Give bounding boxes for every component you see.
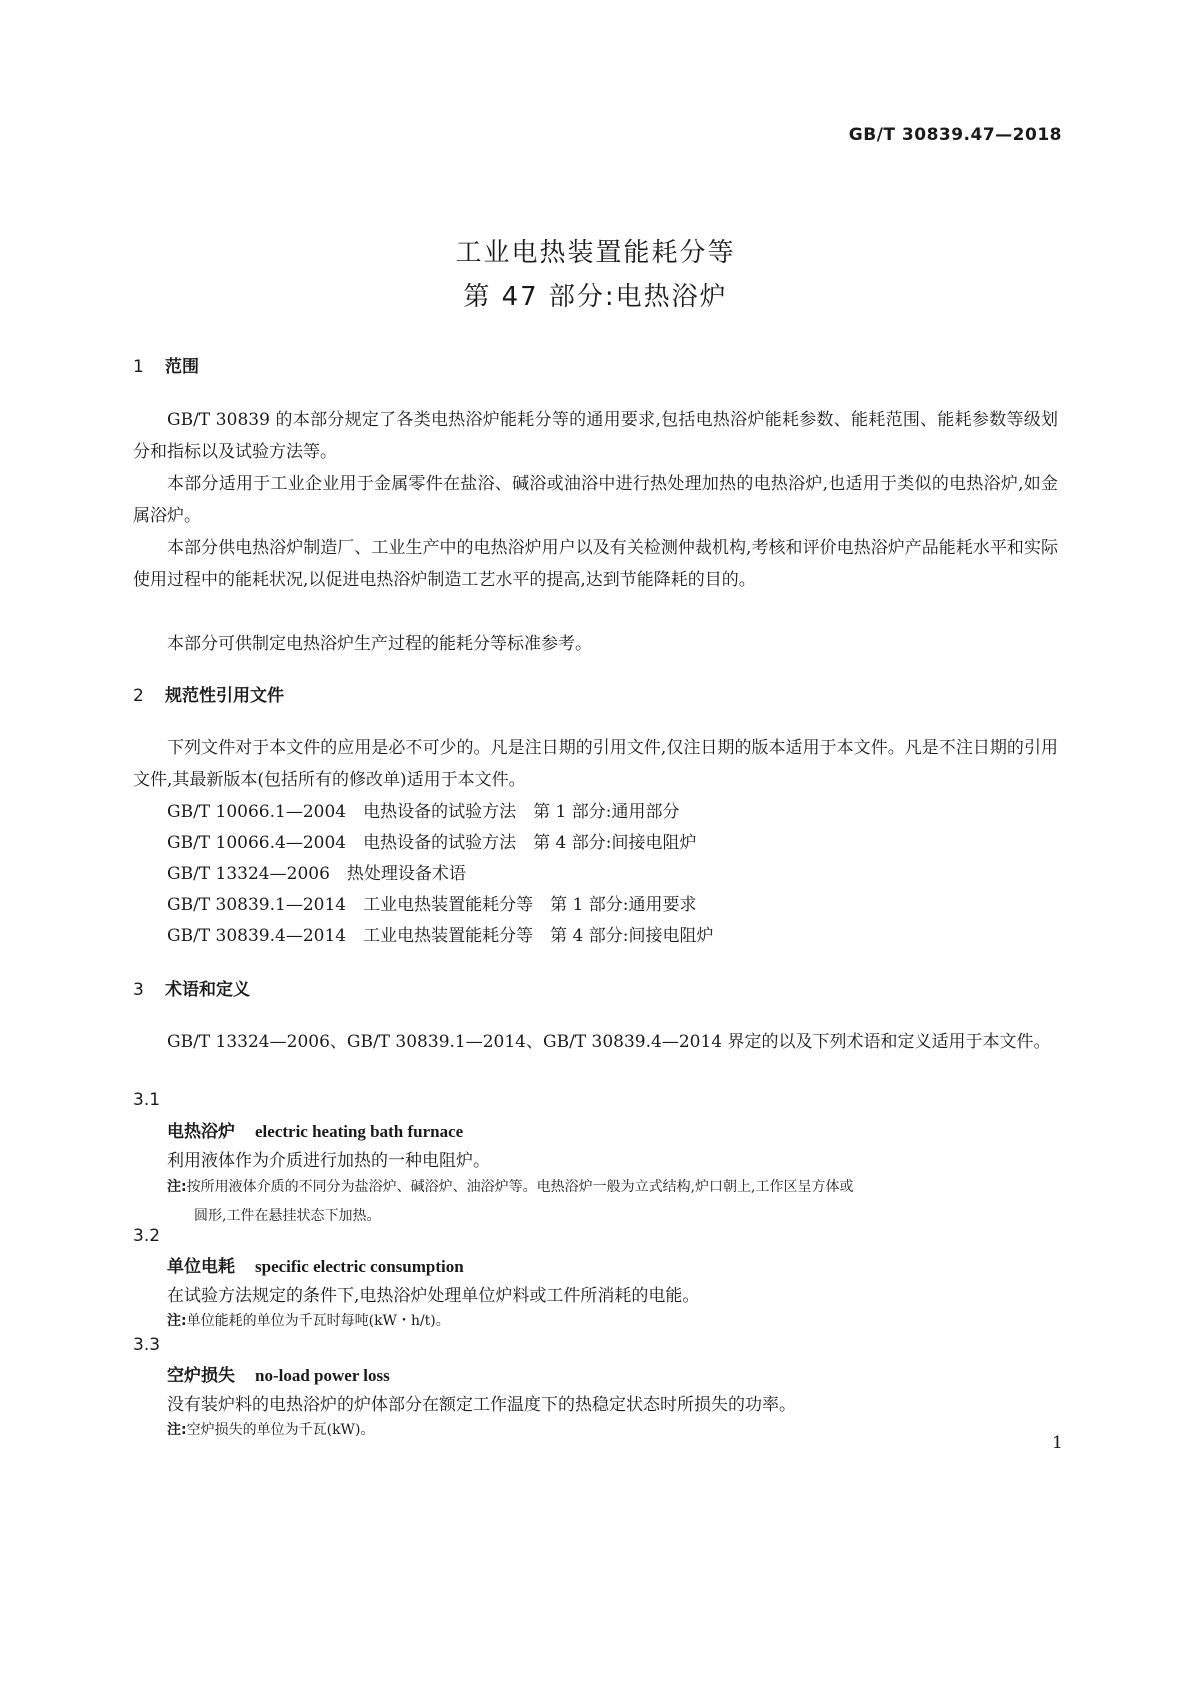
- paragraph: 本部分供电热浴炉制造厂、工业生产中的电热浴炉用户以及有关检测仲裁机构,考核和评价电热浴炉产品能耗水平和实际使用过程中的能耗状况,以促进电热浴炉制造工艺水平的提高,达到节能降耗的目的。: [133, 538, 1058, 590]
- term-english: specific electric consumption: [255, 1257, 464, 1276]
- section-heading-scope: [133, 352, 199, 377]
- paragraph: 下列文件对于本文件的应用是必不可少的。凡是注日期的引用文件,仅注日期的版本适用于本文件。凡是不注日期的引用文件,其最新版本(包括所有的修改单)适用于本文件。: [133, 738, 1058, 790]
- note-text: 按所用液体介质的不同分为盐浴炉、碱浴炉、油浴炉等。电热浴炉一般为立式结构,炉口朝上,工作区呈方体或: [186, 1179, 854, 1195]
- term-chinese: 单位电耗: [167, 1257, 235, 1277]
- term-definition: 利用液体作为介质进行加热的一种电阻炉。: [167, 1151, 490, 1171]
- section-number: 3: [133, 980, 144, 1000]
- paragraph: GB/T 30839 的本部分规定了各类电热浴炉能耗分等的通用要求,包括电热浴炉能耗参数、能耗范围、能耗参数等级划分和指标以及试验方法等。: [133, 410, 1058, 462]
- term-english: no-load power loss: [255, 1366, 390, 1385]
- term-number: 3.1: [133, 1090, 161, 1110]
- note-label: 注:: [167, 1179, 187, 1195]
- reference-item: GB/T 30839.1—2014 工业电热装置能耗分等 第 1 部分:通用要求: [167, 895, 697, 915]
- section-heading-normative-references: [133, 681, 284, 706]
- note-text: 空炉损失的单位为千瓦(kW)。: [186, 1422, 375, 1438]
- term-note: [167, 1416, 1057, 1445]
- section-heading-terms: [133, 975, 250, 1000]
- term-note: [167, 1307, 1057, 1336]
- term-english: electric heating bath furnace: [255, 1122, 464, 1141]
- reference-item: GB/T 10066.4—2004 电热设备的试验方法 第 4 部分:间接电阻炉: [167, 833, 697, 853]
- section-title: 术语和定义: [165, 980, 250, 1000]
- term-chinese: 电热浴炉: [167, 1122, 235, 1142]
- section-number: 1: [133, 357, 144, 377]
- paragraph: 本部分可供制定电热浴炉生产过程的能耗分等标准参考。: [167, 634, 592, 654]
- note-label: 注:: [167, 1313, 187, 1329]
- term-chinese: 空炉损失: [167, 1366, 235, 1386]
- term-entry: [167, 1252, 464, 1277]
- paragraph: GB/T 13324—2006、GB/T 30839.1—2014、GB/T 30839.4—2014 界定的以及下列术语和定义适用于本文件。: [167, 1032, 1051, 1052]
- document-title: 工业电热装置能耗分等: [455, 238, 736, 268]
- paragraph: 本部分适用于工业企业用于金属零件在盐浴、碱浴或油浴中进行热处理加热的电热浴炉,也适用于类似的电热浴炉,如金属浴炉。: [133, 474, 1058, 526]
- section-title: 规范性引用文件: [165, 686, 284, 706]
- note-label: 注:: [167, 1422, 187, 1438]
- document-subtitle: 第 47 部分:电热浴炉: [463, 282, 728, 312]
- section-number: 2: [133, 686, 144, 706]
- term-definition: 没有装炉料的电热浴炉的炉体部分在额定工作温度下的热稳定状态时所损失的功率。: [167, 1395, 796, 1415]
- term-number: 3.3: [133, 1335, 161, 1355]
- page-number: 1: [1052, 1433, 1063, 1453]
- term-entry: [167, 1361, 390, 1386]
- reference-item: GB/T 13324—2006 热处理设备术语: [167, 864, 466, 884]
- reference-item: GB/T 10066.1—2004 电热设备的试验方法 第 1 部分:通用部分: [167, 802, 680, 822]
- term-entry: [167, 1117, 463, 1142]
- standard-code: GB/T 30839.47—2018: [848, 125, 1062, 145]
- term-number: 3.2: [133, 1226, 161, 1246]
- term-definition: 在试验方法规定的条件下,电热浴炉处理单位炉料或工件所消耗的电能。: [167, 1286, 700, 1306]
- section-title: 范围: [165, 357, 199, 377]
- note-text: 单位能耗的单位为千瓦时每吨(kW・h/t)。: [186, 1313, 450, 1329]
- reference-item: GB/T 30839.4—2014 工业电热装置能耗分等 第 4 部分:间接电阻炉: [167, 926, 714, 946]
- term-note: [167, 1173, 1057, 1231]
- note-text-continued: 圆形,工件在悬挂状态下加热。: [194, 1208, 381, 1224]
